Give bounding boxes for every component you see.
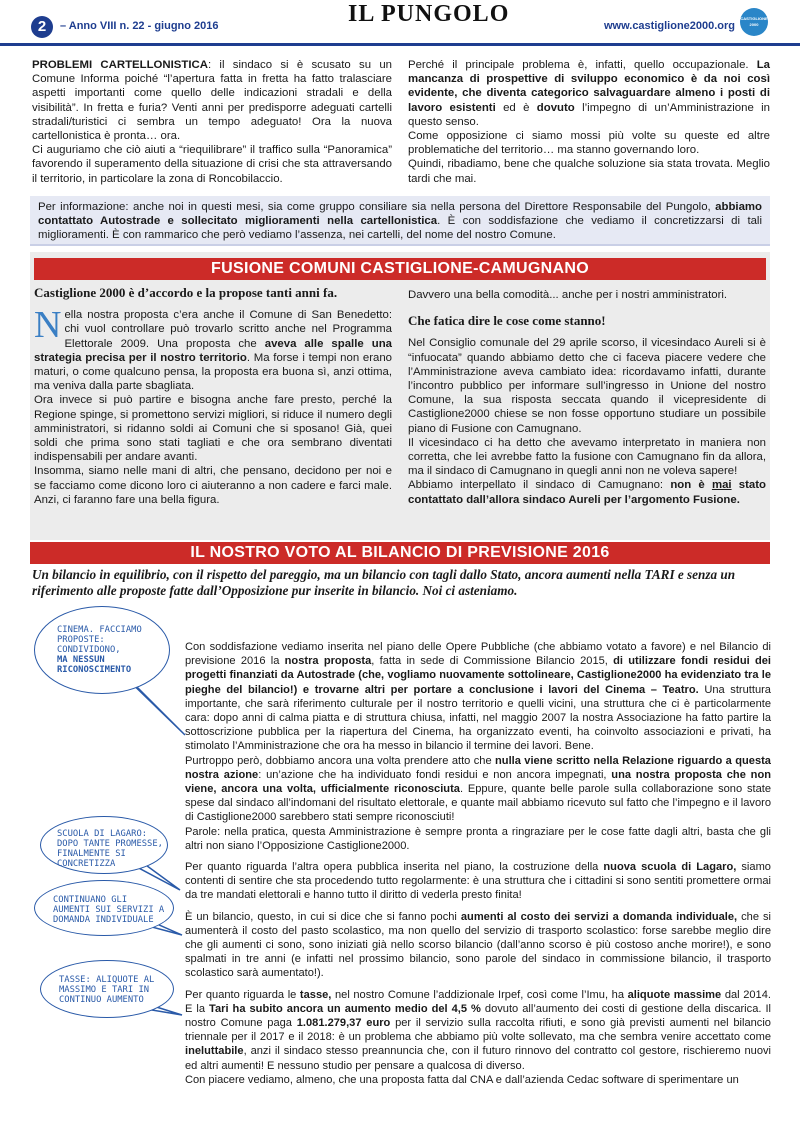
association-logo-icon: CASTIGLIONE 2000 <box>740 8 768 36</box>
bilancio-lead: Un bilancio in equilibrio, con il rispetto del pareggio, ma un bilancio con tagli dallo Stato, ancora aumenti nella TARI e senza un riferimento alle proposte fatte dall’Opposizione pur inserite in bilancio. Noi ci asteniamo. <box>32 567 736 598</box>
fusione-p1: Nella nostra proposta c’era anche il Comune di San Benedetto: chi vuol controllare può trovarlo scritto anche nel Programma Elettorale 2009. Una proposta che aveva alle spalle una strategia precisa per il nostro territorio. Ma forse i tempi non erano maturi, o come qualcuno pensa, la proposta era buona sì, anzi ottima, ma veniva dalla parte sbagliata. <box>34 304 392 393</box>
occupazione-p3: Quindi, ribadiamo, bene che qualche soluzione sia stata trovata. Meglio tardi che mai. <box>408 158 770 185</box>
bilancio-p7: Con piacere vediamo, almeno, che una proposta fatta dal CNA e dall’azienda Cedac software di sperimentare un <box>185 1073 739 1086</box>
cartellonistica-p1: PROBLEMI CARTELLONISTICA: il sindaco si è scusato su un Comune Informa poiché “l’apertura fatta in fretta ha fatto tralasciare aspetti importanti come quello delle indicazioni stradali e della visibilità”. In fretta e furia? Venti anni per predisporre adeguati cartelli stradali/turistici ci sembra un tempo adeguato! Ora la nuova cartellonistica è pronta… ora. <box>32 59 393 143</box>
dropcap-letter: N <box>34 304 62 347</box>
bilancio-p3: Parole: nella pratica, questa Amministrazione è sempre pronta a ringraziare per le cose fatte dagli altri, basta che gli altri non siano l’Opposizione Castiglione2000. <box>185 825 771 852</box>
fusione-subtitle: Castiglione 2000 è d’accordo e la propose tanti anni fa. <box>34 285 338 300</box>
page-number-badge: 2 <box>31 16 53 38</box>
occupazione-p2: Come opposizione ci siamo mossi più volte su queste ed altre problematiche del territorio… ma stanno governando loro. <box>408 130 770 157</box>
bilancio-p2: Purtroppo però, dobbiamo ancora una volta prendere atto che nulla viene scritto nella Relazione riguardo a questa nostra azione: un’azione che ha individuato fondi residui e non ancora impegnati, una nostra proposta che non viene, ancora una volta, ufficialmente riconosciuta. Eppure, quante belle parole sulla collaborazione sono state spese dal sindaco all’indomani del risultato elettorale, e quante mail abbiamo ricevuto sul fatto che l’impegno e il lavoro di Castiglione2000 sarebbero stati sempre riconosciuti! <box>185 754 771 824</box>
cartellonistica-p2: Ci auguriamo che ciò aiuti a “riequilibrare” il traffico sulla “Panoramica” favorendo il superamento della situazione di crisi che sta attraversando il territorio, in particolare la zona di Roncobilaccio. <box>32 144 392 185</box>
bubble-servizi: CONTINUANO GLI AUMENTI SUI SERVIZI A DOMANDA INDIVIDUALE <box>34 880 174 936</box>
masthead-title: IL PUNGOLO <box>348 1 510 27</box>
info-box: Per informazione: anche noi in questi mesi, sia come gruppo consiliare sia nella persona del Direttore Responsabile del Pungolo, abbiamo contattato Autostrade e sollecitato miglioramenti nella cartellonistica. È con soddisfazione che vediamo il concretizzarsi di tali miglioramenti. È con rammarico che però vediamo l’assenza, nei cartelli, del nome del nostro Comune. <box>30 196 770 246</box>
fusione-p2: Ora invece si può partire e bisogna anche fare presto, perché la Regione spinge, si promettono servizi migliori, si riduce il numero degli amministratori, si ridanno soldi ai Comuni che si sposano! Già, quei soldi che prima sono stati tagliati e che ora sembrano diventati indispensabili per andare avanti. <box>34 394 392 464</box>
fusione-r4: Abbiamo interpellato il sindaco di Camugnano: non è mai stato contattato dall’allora sindaco Aureli per l’argomento Fusione. <box>408 479 766 506</box>
bilancio-p5: È un bilancio, questo, in cui si dice che si fanno pochi aumenti al costo dei servizi a domanda individuale, che si aumenterà il costo del pasto scolastico, ma non quello del servizio di trasporto scolastico: forse sarebbe meglio dire che gli aumenti ci sono, sono iniziati già nello scorso bilancio (dall’anno scorso è più costoso anche morire!), e sono spalmati in tre anni (e infatti nel prossimo bilancio, sono parole del sindaco in commissione bilancio, il trasporto scolastico sarà aumentato!). <box>185 910 771 980</box>
bubble-tasse: TASSE: ALIQUOTE AL MASSIMO E TARI IN CONTINUO AUMENTO <box>40 960 174 1018</box>
bubble-cinema: CINEMA. FACCIAMO PROPOSTE: CONDIVIDONO, MA NESSUN RICONOSCIMENTO <box>34 606 170 694</box>
fusione-r3: Il vicesindaco ci ha detto che avevamo interpretato in maniera non corretta, che lei avrebbe fatto la fusione con Camugnano fin da allora, ma il sindaco di Camugnano in quegli anni non ne voleva sapere! <box>408 436 766 478</box>
bubble-scuola: SCUOLA DI LAGARO: DOPO TANTE PROMESSE, FINALMENTE SI CONCRETIZZA <box>40 816 168 874</box>
fusione-r2: Nel Consiglio comunale del 29 aprile scorso, il vicesindaco Aureli si è “infuocata” quando abbiamo detto che ci faceva piacere vedere che l’Amministrazione aveva cambiato idea: ricordavamo infatti, durante l’incontro pubblico per informare sull’ingresso in Unione del nostro Comune, la sua risposta seccata quando il vicepresidente di Castiglione2000 chiese se non fosse opportuno studiare un possibile piano di Fusione con Camugnano. <box>408 337 766 435</box>
fusione-r1: Davvero una bella comodità... anche per i nostri amministratori. <box>408 289 728 301</box>
bilancio-p1: Con soddisfazione vediamo inserita nel piano delle Opere Pubbliche (che abbiamo votato a favore) e nel Bilancio di previsione 2016 la nostra proposta, fatta in sede di Commissione Bilancio 2015, di utilizzare fondi residui dei progetti finanziati da Autostrade (che, vogliamo nuovamente sottolineare, Castiglione2000 ha evidenziato tra le pieghe del bilancio!) e trovarne altri per portare a conclusione i lavori del Cinema – Teatro. Una struttura importante, che sarà riferimento culturale per il nostro territorio e quelli vicini, una struttura che ci è particolarmente cara: dopo anni di calma piatta e di struttura chiusa, infatti, nel maggio 2007 la nostra Associazione ha fatto partire la sottoscrizione pubblica per la riapertura del Cinema, ha organizzato eventi, ha coinvolto associazioni e privati, ha stimolato l’Amministrazione che ora ha messo in bilancio il termine dei lavori. Bene. <box>185 641 771 753</box>
occupazione-p1: Perché il principale problema è, infatti, quello occupazionale. La mancanza di prospettive di sviluppo economico è da noi così evidente, che diventa categorico salvaguardare almeno i posti di lavoro esistenti ed è dovuto l’impegno di un’Amministrazione in questo senso. <box>408 59 771 128</box>
fusione-p3: Insomma, siamo nelle mani di altri, che pensano, decidono per noi e se facciamo come dicono loro ci aiuteranno a non cadere e farci male. Anzi, ci faranno fare una bella figura. <box>34 465 392 506</box>
bilancio-body <box>185 640 771 1087</box>
website-link[interactable]: www.castiglione2000.org <box>604 20 736 32</box>
fusione-title: FUSIONE COMUNI CASTIGLIONE-CAMUGNANO <box>34 258 766 280</box>
bilancio-title: IL NOSTRO VOTO AL BILANCIO DI PREVISIONE 2016 <box>30 542 770 564</box>
fatica-subtitle: Che fatica dire le cose come stanno! <box>408 313 606 329</box>
bilancio-p4: Per quanto riguarda l’altra opera pubblica inserita nel piano, la costruzione della nuova scuola di Lagaro, siamo contenti di sentire che sta procedendo tutto regolarmente: è una struttura che i cittadini si sono sentiti promettere ormai da tre mandati elettorali e hanno tutto il diritto di vederla presto finita! <box>185 861 771 902</box>
issue-label: – Anno VIII n. 22 - giugno 2016 <box>60 20 219 32</box>
bilancio-p6: Per quanto riguarda le tasse, nel nostro Comune l’addizionale Irpef, così come l’Imu, ha aliquote massime dal 2014. E la Tari ha subito ancora un aumento medio del 4,5 % dovuto all’aumento dei costi di gestione della discarica. Il nostro Comune paga 1.081.279,37 euro per il servizio sulla raccolta rifiuti, e sono già previsti aumenti nel bilancio triennale per il 2017 e il 2018: è un problema che abbiamo più volte sollevato, ma che sembra venire accettato come ineluttabile, anzi il sindaco stesso preannuncia che, con il futuro rinnovo del contratto col gestore, rischieremo nuovi ed altri aumenti! E nessuno studio per pensare a qualcosa di diverso. <box>185 988 771 1072</box>
